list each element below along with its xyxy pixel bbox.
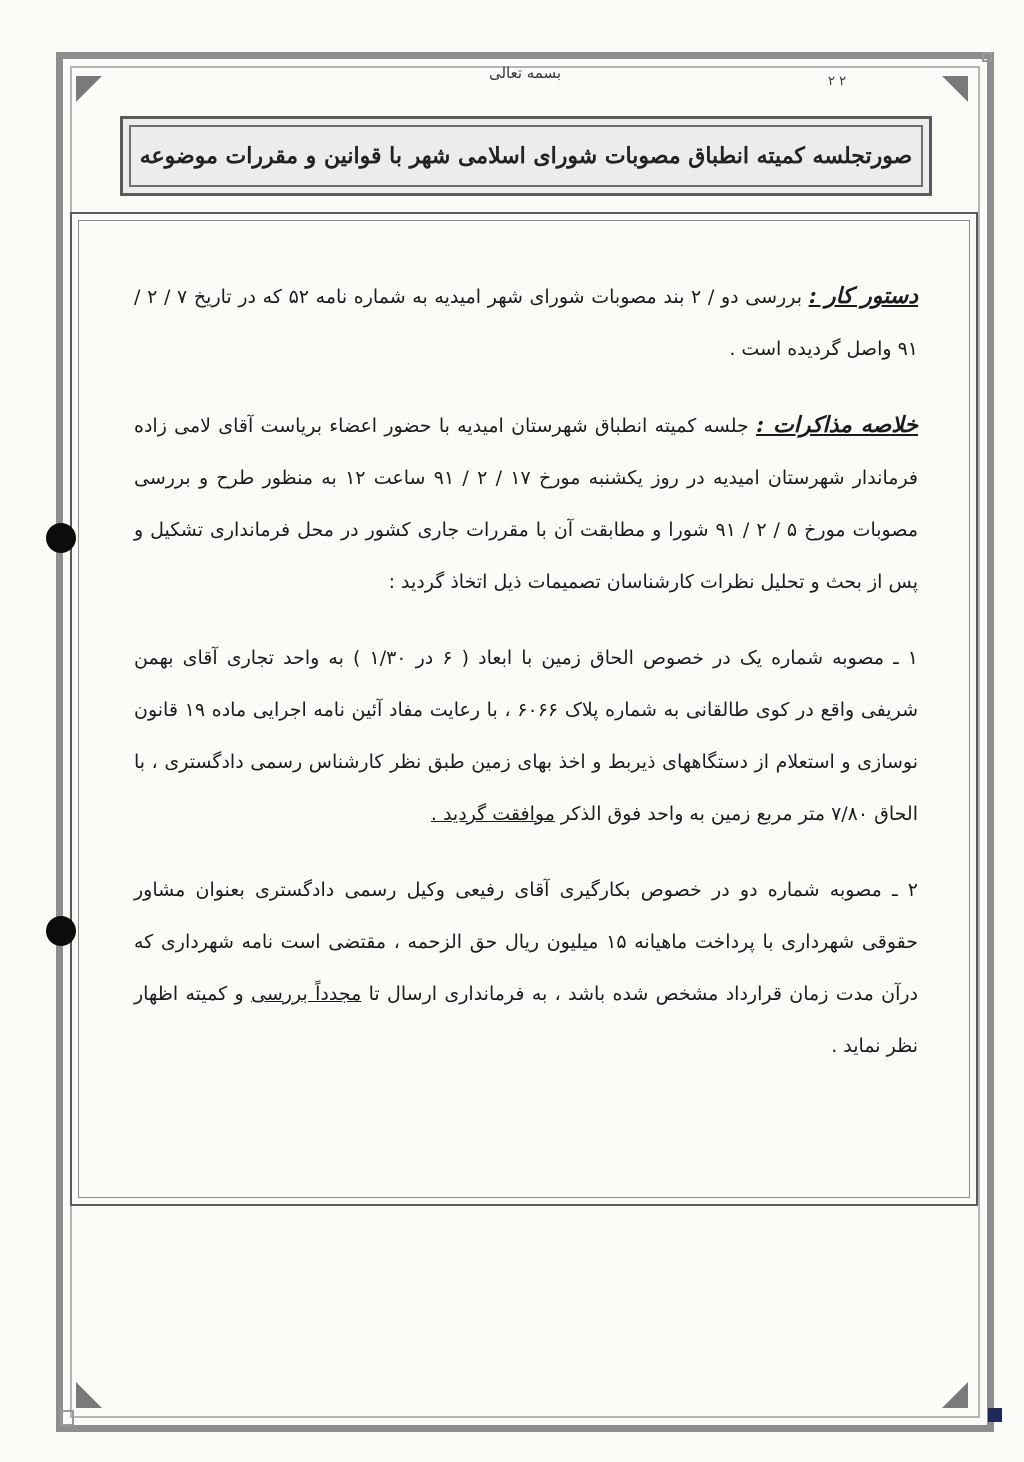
agenda-text: بررسی دو / ۲ بند مصوبات شورای شهر امیدیه به شماره نامه ۵۲ که در تاریخ ۷ / ۲ / ۹۱ واصل گردیده است .	[134, 286, 918, 360]
corner-ornament-bottom-right	[942, 1382, 968, 1408]
item-2-text-end: و کمیته اظهار نظر نماید .	[134, 983, 918, 1057]
agenda-paragraph	[134, 270, 918, 375]
title-inner-border	[129, 125, 923, 187]
item-2-text: ۲ ـ مصوبه شماره دو در خصوص بکارگیری آقای رفیعی وکیل رسمی دادگستری بعنوان مشاور حقوقی شهرداری با پرداخت ماهیانه ۱۵ میلیون ریال حق الزحمه ، مقتضی است نامه شهرداری که درآن مدت زمان قرارداد مشخص شده باشد ، به فرمانداری ارسال تا	[134, 879, 918, 1005]
corner-ornament-top-left	[76, 76, 102, 102]
corner-ornament-bottom-left	[76, 1382, 102, 1408]
document-title: صورتجلسه کمیته انطباق مصوبات شورای اسلامی شهر با قوانین و مقررات موضوعه	[139, 143, 913, 169]
punch-hole	[46, 523, 76, 553]
summary-text: جلسه کمیته انطباق شهرستان امیدیه با حضور اعضاء بریاست آقای لامی زاده فرماندار شهرستان امیدیه در روز یکشنبه مورخ ۱۷ / ۲ / ۹۱ ساعت ۱۲ به منظور طرح و بررسی مصوبات مورخ ۵ / ۲ / ۹۱ شورا و مطابقت آن با مقررات جاری کشور در محل فرمانداری تشکیل و پس از بحث و تحلیل نظرات کارشناسان تصمیمات ذیل اتخاذ گردید :	[134, 415, 919, 593]
item-1-text: ۱ ـ مصوبه شماره یک در خصوص الحاق زمین با ابعاد ( ۶ در ۱/۳۰ ) به واحد تجاری آقای بهمن شریفی واقع در کوی طالقانی به شماره پلاک ۶۰۶۶ ، با رعایت مفاد آئین نامه اجرایی ماده ۱۹ قانون نوسازی و استعلام از دستگاههای ذیربط و اخذ بهای زمین طبق نظر کارشناس رسمی دادگستری ، با الحاق ۷/۸۰ متر مربع زمین به واحد فوق الذکر	[134, 647, 918, 825]
item-1-paragraph	[134, 632, 918, 840]
corner-square-bottom-left	[60, 1410, 74, 1426]
item-2-decision: مجدداً بررسی	[251, 983, 362, 1005]
minutes-body	[134, 270, 918, 1096]
corner-square-mark	[988, 1408, 1002, 1422]
invocation-header: بسمه تعالی	[488, 64, 562, 82]
summary-paragraph	[134, 399, 918, 608]
corner-square-top	[982, 52, 992, 62]
item-2-paragraph	[134, 864, 918, 1072]
title-box	[120, 116, 932, 196]
punch-hole	[46, 916, 76, 946]
item-1-decision: موافقت گردید .	[430, 803, 555, 825]
corner-ornament-top-right	[942, 76, 968, 102]
agenda-label: دستور کار :	[808, 283, 919, 309]
summary-label: خلاصه مذاکرات :	[756, 412, 919, 438]
page-mark: ٢ ٢	[828, 74, 847, 89]
